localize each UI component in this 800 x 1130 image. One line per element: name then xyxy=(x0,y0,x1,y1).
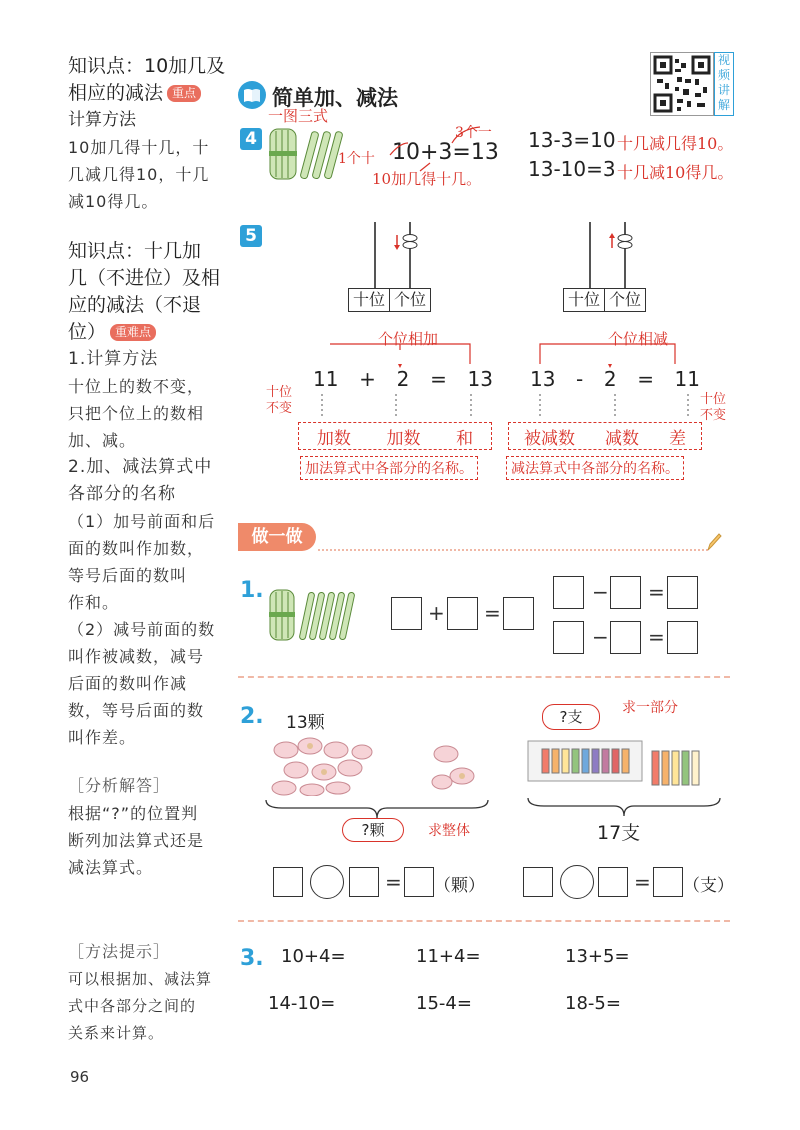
kp2-body-line: 1.计算方法 xyxy=(68,349,159,369)
q2-left-unit: （颗） xyxy=(434,876,485,896)
video-label-char: 解 xyxy=(717,98,730,112)
kp2-body-line: 叫作被减数，减号 xyxy=(68,647,205,666)
q2-right-answer-box[interactable] xyxy=(523,867,553,897)
q2-right-unit: （支） xyxy=(683,876,734,896)
kp1-body-line: 10加几得十几，十 xyxy=(68,138,210,157)
q2-number: 2. xyxy=(240,704,264,729)
q2-left-answer-box[interactable] xyxy=(273,867,303,897)
analysis-line: 根据“?”的位置判 xyxy=(68,804,199,823)
ex4-arrows xyxy=(330,115,510,185)
practice-header-line xyxy=(318,549,708,551)
add-eq-part: + xyxy=(359,367,376,391)
example-4-number: 4 xyxy=(240,128,262,150)
kp2-body-line: 等号后面的数叫 xyxy=(68,566,188,585)
sub-equation xyxy=(530,367,700,391)
q1-answer-box[interactable] xyxy=(503,597,534,630)
q1-plus-sign: + xyxy=(428,601,445,625)
kp2-badge: 重难点 xyxy=(110,324,156,341)
kp2-body-line: （1）加号前面和后 xyxy=(68,512,216,531)
add-left-note-line: 不变 xyxy=(266,401,293,416)
sub-part-name: 差 xyxy=(669,428,686,449)
q2-right-label: 17支 xyxy=(597,822,641,844)
add-eq-part: 13 xyxy=(467,367,493,391)
q1-answer-box[interactable] xyxy=(610,621,641,654)
q1-answer-box[interactable] xyxy=(391,597,422,630)
hint-line: 关系来计算。 xyxy=(68,1024,165,1042)
kp2-body-line: 只把个位上的数相 xyxy=(68,404,205,423)
divider xyxy=(238,920,730,922)
analysis-body xyxy=(68,800,204,881)
q2-right-answer-box[interactable] xyxy=(598,867,628,897)
kp1-badge: 重点 xyxy=(167,85,201,102)
ex4-ann-right: 3个一 xyxy=(455,125,492,141)
add-left-note xyxy=(266,385,292,417)
ex4-eq3: 13-10=3 xyxy=(528,157,616,181)
q2-left-answer-box[interactable] xyxy=(404,867,434,897)
place-value-ones-right: 个位 xyxy=(604,288,646,312)
kp2-body-line: 加、减。 xyxy=(68,431,137,450)
qr-code-icon[interactable] xyxy=(650,52,714,116)
kp2-body xyxy=(68,346,215,751)
q1-sticks-icon xyxy=(266,586,366,646)
add-bracket xyxy=(300,340,500,370)
kp1-subtitle: 计算方法 xyxy=(68,110,136,130)
q1-equals-sign: = xyxy=(484,601,501,625)
sub-part-name: 减数 xyxy=(605,428,639,449)
add-part-name: 加数 xyxy=(386,428,421,449)
hint-line: 可以根据加、减法算 xyxy=(68,970,213,988)
divider xyxy=(238,676,730,678)
kp2-body-line: 面的数叫作加数， xyxy=(68,539,205,558)
analysis-line: 断列加法算式还是 xyxy=(68,831,205,850)
page-number: 96 xyxy=(70,1068,90,1086)
q1-answer-box[interactable] xyxy=(447,597,478,630)
hint-body xyxy=(68,966,212,1047)
kp2-body-line: 2.加、减法算式中 xyxy=(68,457,213,477)
q1-equals-sign: = xyxy=(648,580,665,604)
video-label-char: 频 xyxy=(717,68,730,82)
kp1-title-line2 xyxy=(68,80,201,107)
q2-right-answer-box[interactable] xyxy=(653,867,683,897)
q3-item[interactable]: 13+5= xyxy=(565,946,630,967)
q1-answer-box[interactable] xyxy=(553,576,584,609)
sub-caption: 减法算式中各部分的名称。 xyxy=(506,456,684,480)
hint-line: 式中各部分之间的 xyxy=(68,997,197,1015)
sub-eq-part: 13 xyxy=(530,367,556,391)
ex4-note-top: 一图三式 xyxy=(268,107,329,125)
example-5-number: 5 xyxy=(240,225,262,247)
sub-bracket xyxy=(510,340,710,370)
q2-right-operator-circle[interactable] xyxy=(560,865,594,899)
kp2-title-line: 应的减法（不退 xyxy=(68,294,202,316)
q3-item[interactable]: 14-10= xyxy=(268,993,336,1014)
q2-right-note: 求一部分 xyxy=(622,700,678,716)
video-label-char: 讲 xyxy=(717,83,730,97)
q1-equals-sign: = xyxy=(648,625,665,649)
sub-parts-box xyxy=(508,422,702,450)
q1-answer-box[interactable] xyxy=(610,576,641,609)
q3-item[interactable]: 15-4= xyxy=(416,993,472,1014)
q2-left-equals-sign: = xyxy=(385,870,402,894)
q1-minus-sign: − xyxy=(592,625,609,649)
sub-eq-part: - xyxy=(576,367,584,391)
book-icon xyxy=(237,80,267,110)
sub-eq-part: 2 xyxy=(603,367,617,391)
sub-eq-part: = xyxy=(637,367,654,391)
sub-part-name: 被减数 xyxy=(524,428,575,449)
section-title: 简单加、减法 xyxy=(272,86,398,110)
sub-top-label: 个位相减 xyxy=(608,330,669,348)
abacus-right-icon xyxy=(560,220,660,290)
place-value-tens-right: 十位 xyxy=(563,288,605,312)
kp2-title xyxy=(68,238,220,346)
q1-answer-box[interactable] xyxy=(667,576,698,609)
kp2-body-line: 作和。 xyxy=(68,593,120,612)
kp2-title-line xyxy=(68,319,220,346)
q2-right-question: ?支 xyxy=(542,704,600,730)
kp2-body-line: 后面的数叫作减 xyxy=(68,674,188,693)
kp2-title-line: 几（不进位）及相 xyxy=(68,267,221,289)
place-value-tens-left: 十位 xyxy=(348,288,390,312)
kp1-title-line1: 知识点：10加几及 xyxy=(68,55,226,77)
q3-item[interactable]: 11+4= xyxy=(416,946,481,967)
candies-icon xyxy=(266,732,486,796)
video-label-char: 视 xyxy=(717,53,730,67)
kp1-body-line: 几减几得10，十几 xyxy=(68,165,210,184)
ex4-eq2: 13-3=10 xyxy=(528,128,616,152)
add-eq-part: 2 xyxy=(396,367,410,391)
kp1-body xyxy=(68,134,209,215)
add-parts-box xyxy=(298,422,492,450)
q2-left-operator-circle[interactable] xyxy=(310,865,344,899)
sub-eq-part: 11 xyxy=(674,367,700,391)
kp1-body-line: 减10得几。 xyxy=(68,192,159,211)
q3-number: 3. xyxy=(240,946,264,971)
ex4-ann-bottom: 10加几得十几。 xyxy=(372,170,482,188)
analysis-line: 减法算式。 xyxy=(68,858,154,877)
sub-right-note-line: 十位 xyxy=(700,392,727,407)
sub-dotted-links xyxy=(510,390,710,420)
add-eq-part: = xyxy=(430,367,447,391)
place-value-ones-left: 个位 xyxy=(389,288,431,312)
q2-left-note: 求整体 xyxy=(428,823,470,839)
kp2-title-text: 位） xyxy=(68,321,107,343)
add-equation xyxy=(313,367,493,391)
q2-left-question: ?颗 xyxy=(342,818,404,842)
add-part-name: 加数 xyxy=(316,428,351,449)
ex4-equation: 10+3=13 xyxy=(392,140,499,165)
add-part-name: 和 xyxy=(456,428,474,449)
pencil-box-icon xyxy=(524,737,724,797)
ex4-ann-left: 1个十 xyxy=(338,151,375,167)
kp2-body-line: 叫作差。 xyxy=(68,728,137,747)
video-label xyxy=(714,52,734,116)
q1-minus-sign: − xyxy=(592,580,609,604)
kp2-title-line: 知识点：十几加 xyxy=(68,240,202,262)
q2-left-answer-box[interactable] xyxy=(349,867,379,897)
q1-answer-box[interactable] xyxy=(553,621,584,654)
analysis-title: ［分析解答］ xyxy=(68,776,171,795)
kp1-title-text: 相应的减法 xyxy=(68,82,164,104)
q2-right-brace xyxy=(524,796,724,820)
kp2-body-line: （2）减号前面的数 xyxy=(68,620,216,639)
add-eq-part: 11 xyxy=(313,367,339,391)
q2-right-equals-sign: = xyxy=(634,870,651,894)
abacus-left-icon xyxy=(345,220,445,290)
practice-title: 做一做 xyxy=(238,523,316,551)
sub-right-note-line: 不变 xyxy=(700,408,727,423)
q1-number: 1. xyxy=(240,578,264,603)
q3-item[interactable]: 18-5= xyxy=(565,993,621,1014)
kp2-body-line: 数，等号后面的数 xyxy=(68,701,205,720)
add-top-label: 个位相加 xyxy=(378,330,439,348)
ex4-eq2-note: 十几减几得10。 xyxy=(617,134,734,153)
add-dotted-links xyxy=(296,390,496,420)
add-caption: 加法算式中各部分的名称。 xyxy=(300,456,478,480)
kp2-body-line: 十位上的数不变， xyxy=(68,377,205,396)
ex4-eq3-note: 十几减10得几。 xyxy=(617,163,734,182)
add-left-note-line: 十位 xyxy=(266,385,293,400)
pencil-icon xyxy=(706,532,722,552)
q1-answer-box[interactable] xyxy=(667,621,698,654)
kp2-body-line: 各部分的名称 xyxy=(68,484,176,504)
q2-left-label: 13颗 xyxy=(286,713,325,733)
hint-title: ［方法提示］ xyxy=(68,942,171,961)
q3-item[interactable]: 10+4= xyxy=(281,946,346,967)
